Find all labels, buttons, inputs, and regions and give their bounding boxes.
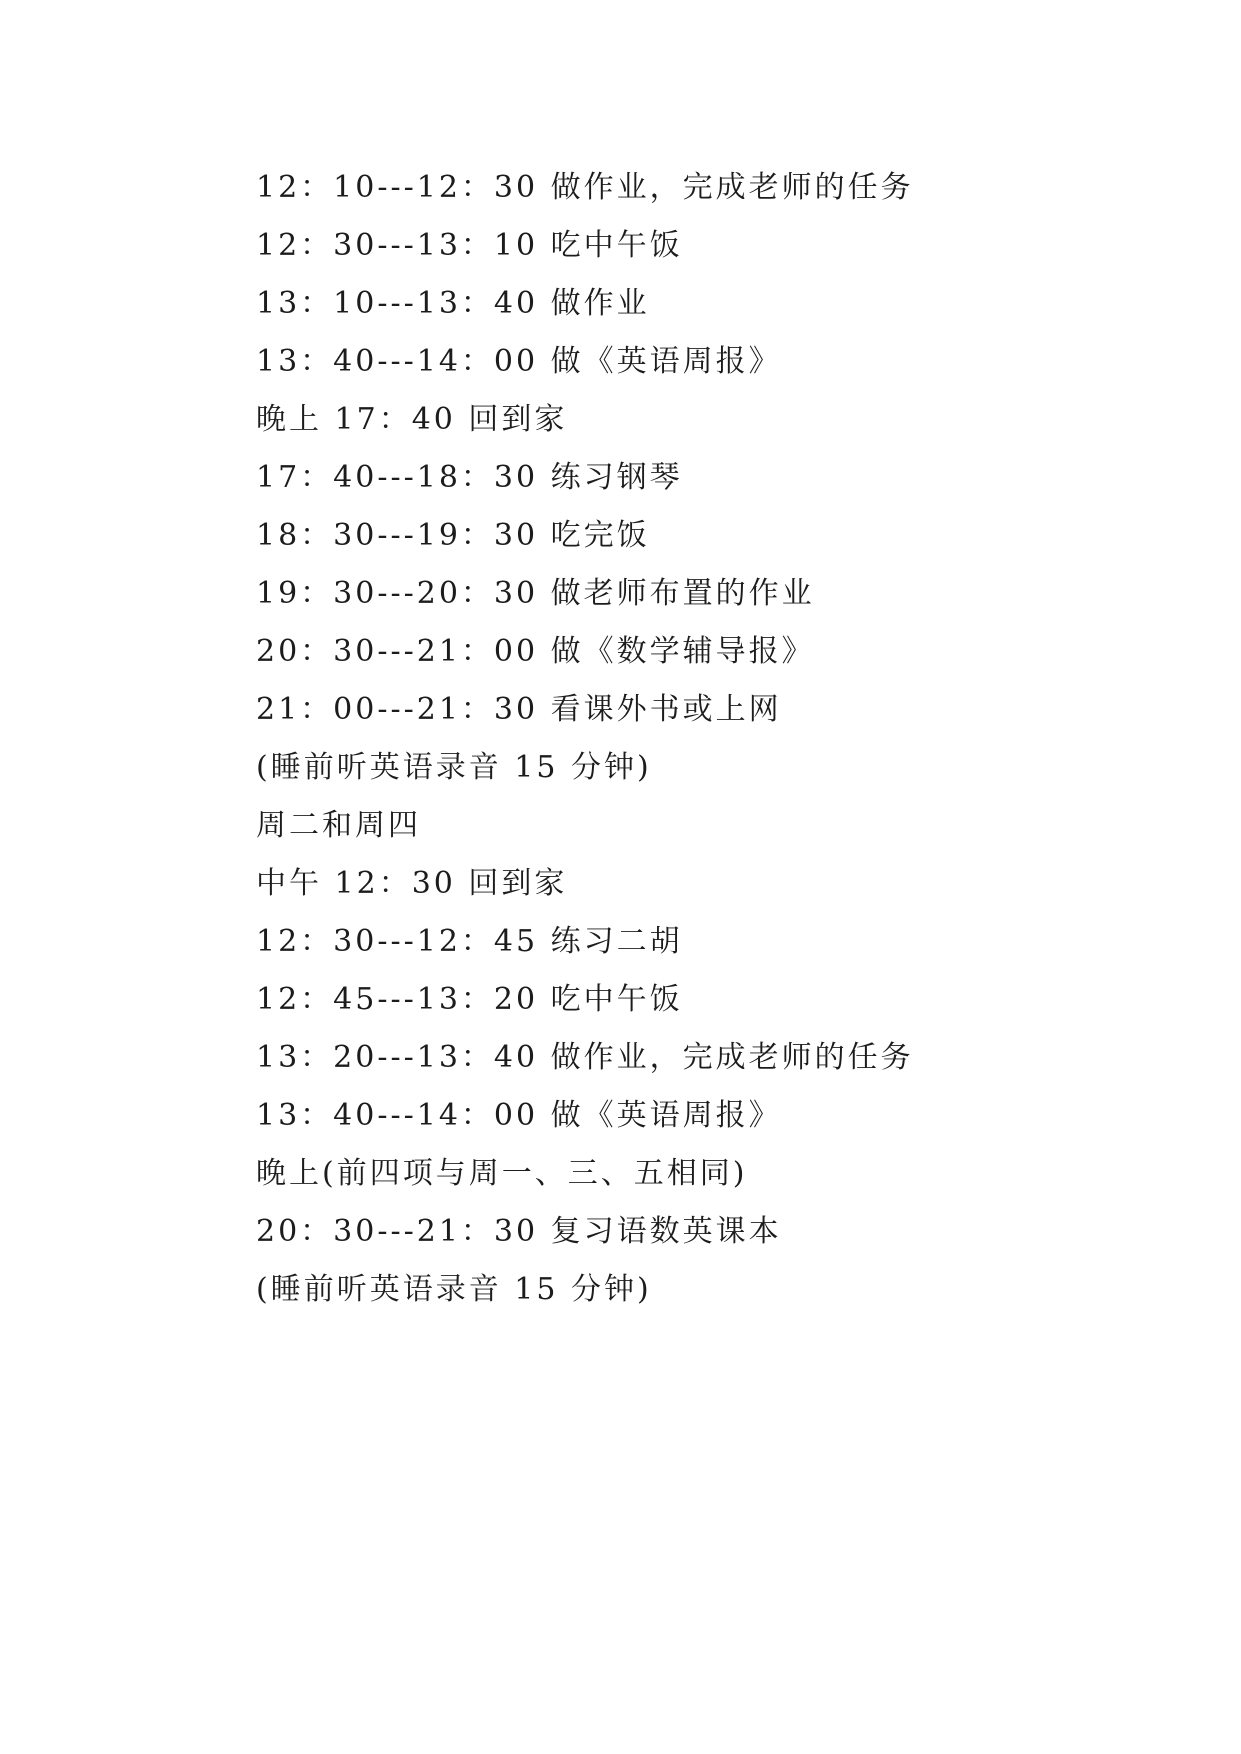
schedule-line: 13：40---14：00 做《英语周报》 <box>256 1098 782 1133</box>
schedule-line: 13：40---14：00 做《英语周报》 <box>256 344 782 379</box>
schedule-line: 20：30---21：30 复习语数英课本 <box>256 1214 782 1249</box>
schedule-line: 晚上 17：40 回到家 <box>256 402 568 437</box>
schedule-note: (睡前听英语录音 15 分钟) <box>256 750 652 785</box>
schedule-note: (睡前听英语录音 15 分钟) <box>256 1272 652 1307</box>
section-heading: 周二和周四 <box>256 808 421 843</box>
schedule-line: 19：30---20：30 做老师布置的作业 <box>256 576 815 611</box>
schedule-line: 12：30---12：45 练习二胡 <box>256 924 683 959</box>
schedule-line: 12：10---12：30 做作业，完成老师的任务 <box>256 170 914 205</box>
schedule-text-block <box>256 159 1156 1319</box>
schedule-line: 20：30---21：00 做《数学辅导报》 <box>256 634 815 669</box>
schedule-line: 18：30---19：30 吃完饭 <box>256 518 650 553</box>
schedule-line: 13：20---13：40 做作业，完成老师的任务 <box>256 1040 914 1075</box>
schedule-line: 中午 12：30 回到家 <box>256 866 568 901</box>
schedule-line: 21：00---21：30 看课外书或上网 <box>256 692 782 727</box>
schedule-line: 17：40---18：30 练习钢琴 <box>256 460 683 495</box>
schedule-line: 13：10---13：40 做作业 <box>256 286 650 321</box>
schedule-line: 晚上(前四项与周一、三、五相同) <box>256 1156 748 1191</box>
schedule-line: 12：45---13：20 吃中午饭 <box>256 982 683 1017</box>
schedule-line: 12：30---13：10 吃中午饭 <box>256 228 683 263</box>
